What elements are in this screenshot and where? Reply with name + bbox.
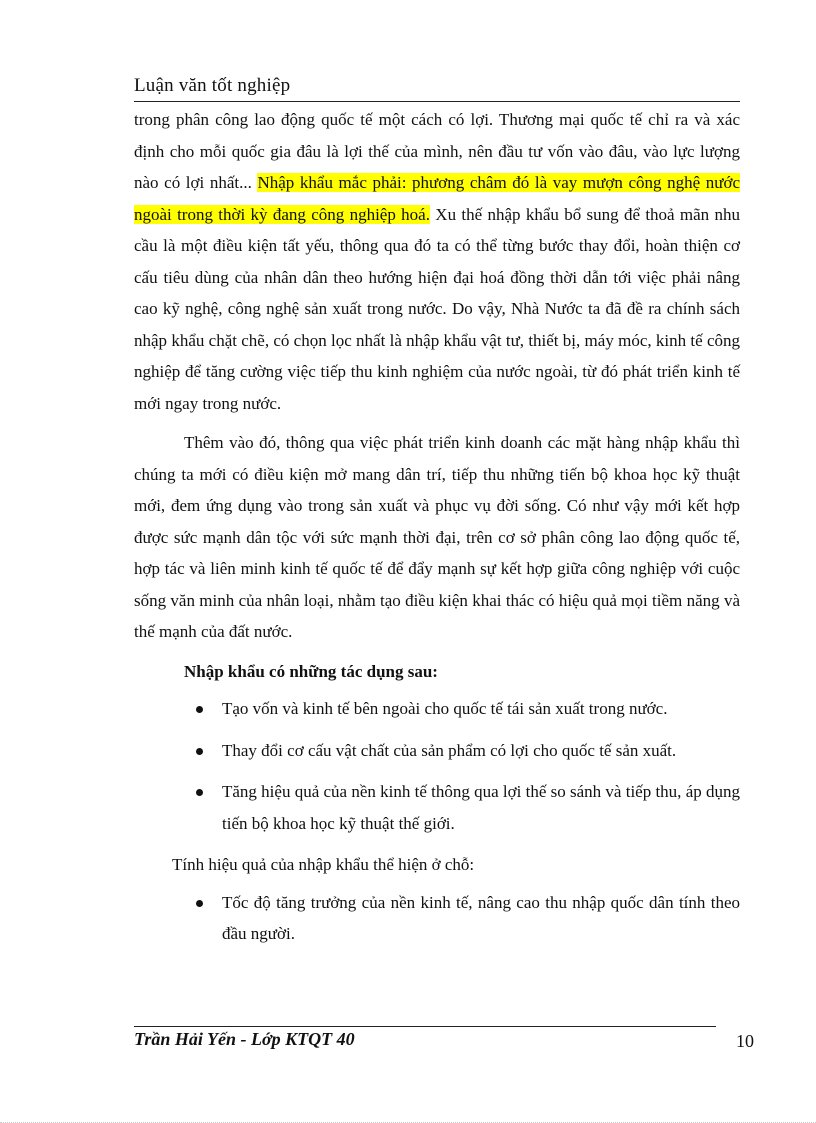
- page-number: 10: [736, 1031, 754, 1051]
- footer-author: Trần Hải Yến - Lớp KTQT 40: [134, 1029, 355, 1049]
- bullet-icon: [196, 748, 203, 755]
- paragraph-1-text-a: trong phân công lao động quốc tế một cách có lợi. Thương mại quốc tế chỉ ra và xác định cho mỗi quốc gia đâu là lợi thế của mình, nên đầu tư vốn vào đâu, vào lực lượng nào có lợi nhất...: [134, 110, 740, 192]
- list-item: [222, 887, 740, 950]
- efficiency-intro: Tính hiệu quả của nhập khẩu thể hiện ở chỗ:: [172, 855, 475, 874]
- bullet-icon: [196, 706, 203, 713]
- paragraph-2: Thêm vào đó, thông qua việc phát triển kinh doanh các mặt hàng nhập khẩu thì chúng ta mới có điều kiện mở mang dân trí, tiếp thu những tiến bộ khoa học kỹ thuật mới, đem ứng dụng vào trong sản xuất và phục vụ đời sống. Có như vậy mới kết hợp được sức mạnh dân tộc với sức mạnh thời đại, trên cơ sở phân công lao động quốc tế, hợp tác và liên minh kinh tế quốc tế để đẩy mạnh sự kết hợp giữa công nghiệp với cuộc sống văn minh của nhân loại, nhằm tạo điều kiện khai thác có hiệu quả mọi tiềm năng và thế mạnh của đất nước.: [134, 433, 740, 641]
- efficiency-list: [134, 887, 740, 950]
- effects-list: [134, 693, 740, 839]
- bullet-icon: [196, 789, 203, 796]
- list-item: [222, 776, 740, 839]
- header-rule: [134, 101, 740, 102]
- document-body: [134, 104, 740, 960]
- header-title: Luận văn tốt nghiệp: [134, 75, 291, 96]
- list-item-text: Tăng hiệu quả của nền kinh tế thông qua lợi thế so sánh và tiếp thu, áp dụng tiến bộ khoa học kỹ thuật thế giới.: [222, 782, 740, 833]
- list-item-text: Tốc độ tăng trưởng của nền kinh tế, nâng cao thu nhập quốc dân tính theo đầu người.: [222, 892, 740, 943]
- footer-rule: [134, 1026, 716, 1027]
- highlighted-text: Nhập khẩu mắc phải: phương châm đó là vay mượn công nghệ nước ngoài trong thời kỳ đang công nghiệp hoá.: [134, 173, 740, 224]
- section-subheading: Nhập khẩu có những tác dụng sau:: [184, 661, 438, 681]
- list-item: [222, 693, 740, 725]
- paragraph-1-text-b: Xu thế nhập khẩu bổ sung để thoả mãn nhu cầu là một điều kiện tất yếu, thông qua đó ta có thể từng bước thay đổi, hoàn thiện cơ cấu tiêu dùng của nhân dân theo hướng hiện đại hoá đồng thời dẫn tới việc phải nâng cao kỹ nghệ, công nghệ sản xuất trong nước. Do vậy, Nhà Nước ta đã đề ra chính sách nhập khẩu chặt chẽ, có chọn lọc nhất là nhập khẩu vật tư, thiết bị, máy móc, kinh tế công nghiệp để tăng cường việc tiếp thu kinh nghiệm của nước ngoài, từ đó phát triển kinh tế mới ngay trong nước.: [134, 204, 740, 413]
- paragraph-1: [134, 104, 740, 419]
- list-item-text: Tạo vốn và kinh tế bên ngoài cho quốc tế tái sản xuất trong nước.: [222, 699, 668, 718]
- list-item: [222, 735, 740, 767]
- list-item-text: Thay đổi cơ cấu vật chất của sản phẩm có lợi cho quốc tế sản xuất.: [222, 740, 677, 760]
- bullet-icon: [196, 900, 203, 907]
